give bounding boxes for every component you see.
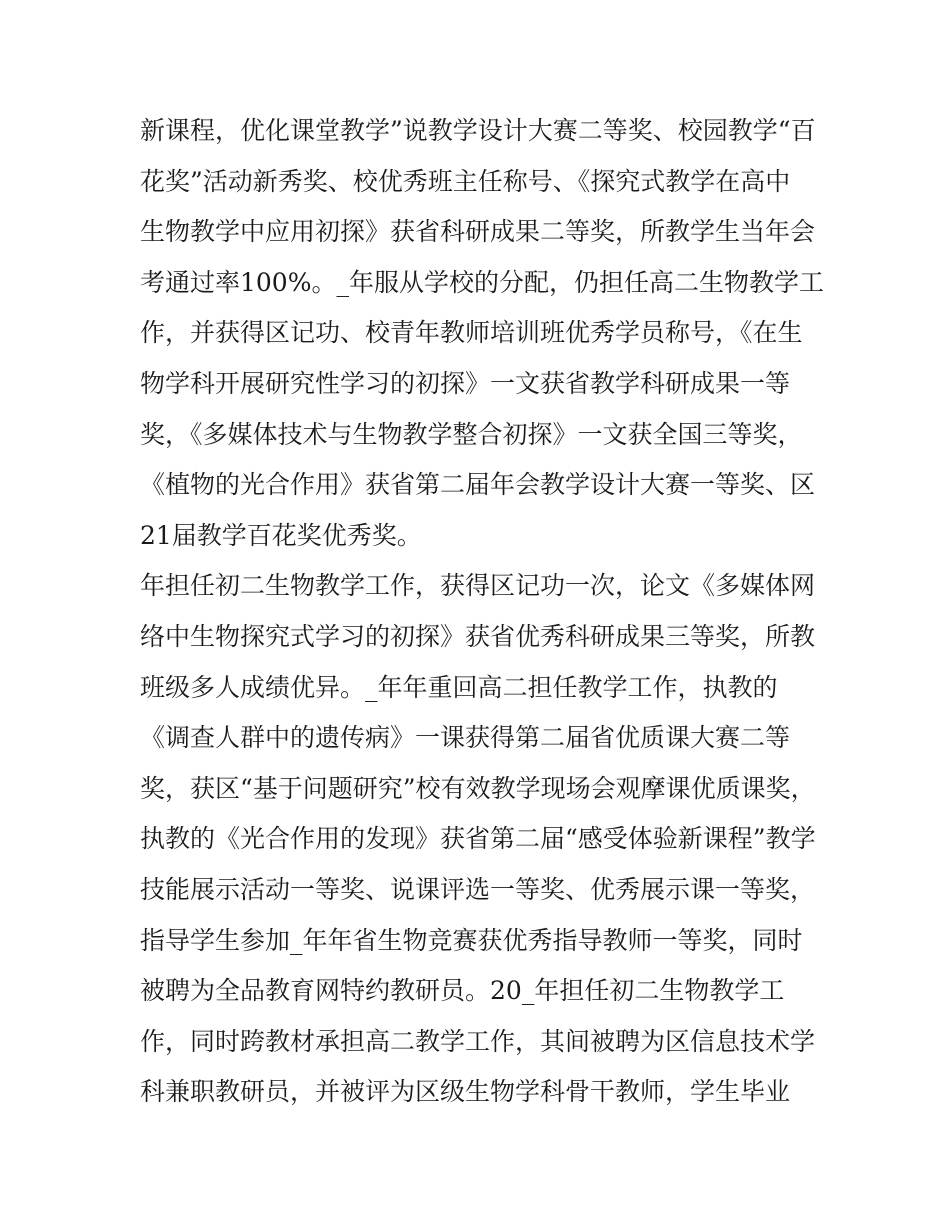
text-line: 花奖”活动新秀奖、校优秀班主任称号、《探究式教学在高中	[140, 166, 791, 196]
text-line: 生物教学中应用初探》获省科研成果二等奖，所教学生当年会	[140, 217, 816, 247]
text-line: 络中生物探究式学习的初探》获省优秀科研成果三等奖，所教	[140, 621, 816, 651]
text-line: 技能展示活动一等奖、说课评选一等奖、优秀展示课一等奖，	[140, 874, 816, 904]
text-line: 执教的《光合作用的发现》获省第二届“感受体验新课程”教学	[140, 824, 816, 854]
text-line: 年担任初二生物教学工作，获得区记功一次，论文《多媒体网	[140, 571, 816, 601]
text-line: 21届教学百花奖优秀奖。	[140, 520, 422, 550]
text-line: 新课程，优化课堂教学”说教学设计大赛二等奖、校园教学“百	[140, 116, 816, 145]
text-line: 班级多人成绩优异。_年年重回高二担任教学工作，执教的	[140, 672, 778, 702]
text-line: 指导学生参加_年年省生物竞赛获优秀指导教师一等奖，同时	[140, 925, 803, 955]
text-line: 《调查人群中的遗传病》一课获得第二届省优质课大赛二等	[140, 723, 791, 753]
text-line: 作，同时跨教材承担高二教学工作，其间被聘为区信息技术学	[140, 1026, 816, 1056]
body-text	[140, 106, 830, 1118]
text-line: 被聘为全品教育网特约教研员。20_年担任初二生物教学工	[140, 976, 785, 1006]
text-line: 奖，获区“基于问题研究”校有效教学现场会观摩课优质课奖，	[140, 773, 816, 803]
text-line: 作，并获得区记功、校青年教师培训班优秀学员称号，《在生	[140, 318, 803, 348]
text-line: 奖，《多媒体技术与生物教学整合初探》一文获全国三等奖，	[140, 419, 803, 449]
text-line: 物学科开展研究性学习的初探》一文获省教学科研成果一等	[140, 368, 791, 398]
text-line: 科兼职教研员，并被评为区级生物学科骨干教师，学生毕业	[140, 1077, 791, 1107]
text-line: 《植物的光合作用》获省第二届年会教学设计大赛一等奖、区	[140, 470, 816, 500]
text-line: 考通过率100%。_年服从学校的分配，仍担任高二生物教学工	[140, 267, 824, 297]
